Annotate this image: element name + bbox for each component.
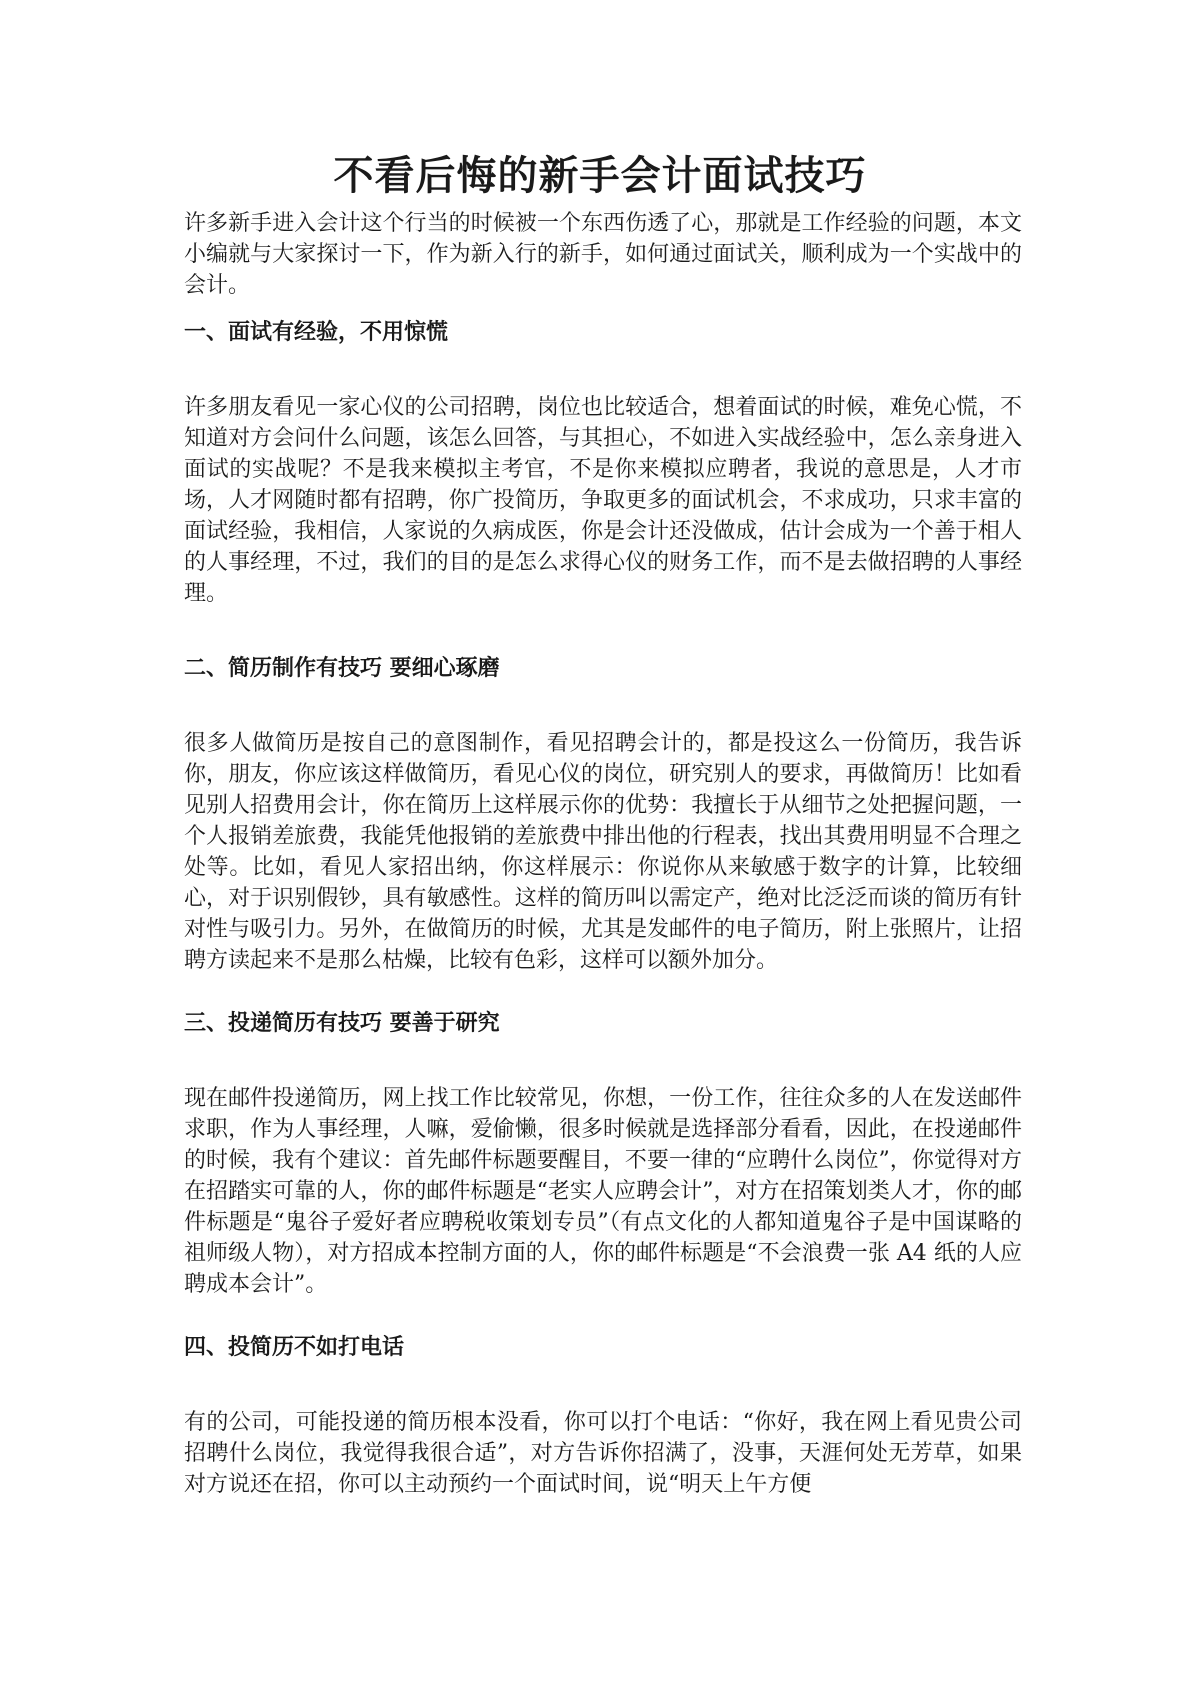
document-body — [184, 208, 1022, 1500]
section-body-1: 许多朋友看见一家心仪的公司招聘，岗位也比较适合，想着面试的时候，难免心慌，不知道对方会问什么问题，该怎么回答，与其担心，不如进入实战经验中，怎么亲身进入面试的实战呢？不是我来模拟主考官，不是你来模拟应聘者，我说的意思是，人才市场，人才网随时都有招聘，你广投简历，争取更多的面试机会，不求成功，只求丰富的面试经验，我相信，人家说的久病成医，你是会计还没做成，估计会成为一个善于相人的人事经理，不过，我们的目的是怎么求得心仪的财务工作，而不是去做招聘的人事经理。 — [184, 395, 1022, 606]
section-heading-3: 三、投递简历有技巧 要善于研究 — [184, 1011, 500, 1036]
section-body-2: 很多人做简历是按自己的意图制作，看见招聘会计的，都是投这么一份简历，我告诉你，朋友，你应该这样做简历，看见心仪的岗位，研究别人的要求，再做简历！比如看见别人招费用会计，你在简历上这样展示你的优势：我擅长于从细节之处把握问题，一个人报销差旅费，我能凭他报销的差旅费中排出他的行程表，找出其费用明显不合理之处等。比如，看见人家招出纳，你这样展示：你说你从来敏感于数字的计算，比较细心，对于识别假钞，具有敏感性。这样的简历叫以需定产，绝对比泛泛而谈的简历有针对性与吸引力。另外，在做简历的时候，尤其是发邮件的电子简历，附上张照片，让招聘方读起来不是那么枯燥，比较有色彩，这样可以额外加分。 — [184, 731, 1022, 973]
document-page — [184, 0, 1022, 1698]
section-heading-4: 四、投简历不如打电话 — [184, 1335, 405, 1360]
section-heading-2: 二、简历制作有技巧 要细心琢磨 — [184, 656, 500, 681]
section-body-3: 现在邮件投递简历，网上找工作比较常见，你想，一份工作，往往众多的人在发送邮件求职，作为人事经理，人嘛，爱偷懒，很多时候就是选择部分看看，因此，在投递邮件的时候，我有个建议：首先邮件标题要醒目，不要一律的“应聘什么岗位”，你觉得对方在招踏实可靠的人，你的邮件标题是“老实人应聘会计”，对方在招策划类人才，你的邮件标题是“鬼谷子爱好者应聘税收策划专员”（有点文化的人都知道鬼谷子是中国谋略的祖师级人物），对方招成本控制方面的人，你的邮件标题是“不会浪费一张 A4 纸的人应聘成本会计”。 — [184, 1086, 1022, 1297]
section-body-4: 有的公司，可能投递的简历根本没看，你可以打个电话：“你好，我在网上看见贵公司招聘什么岗位，我觉得我很合适”，对方告诉你招满了，没事，天涯何处无芳草，如果对方说还在招，你可以主动预约一个面试时间，说“明天上午方便 — [184, 1410, 1022, 1497]
intro-paragraph: 许多新手进入会计这个行当的时候被一个东西伤透了心，那就是工作经验的问题，本文小编就与大家探讨一下，作为新入行的新手，如何通过面试关，顺利成为一个实战中的会计。 — [184, 211, 1022, 298]
section-heading-1: 一、面试有经验，不用惊慌 — [184, 320, 449, 345]
document-title: 不看后悔的新手会计面试技巧 — [333, 153, 867, 199]
